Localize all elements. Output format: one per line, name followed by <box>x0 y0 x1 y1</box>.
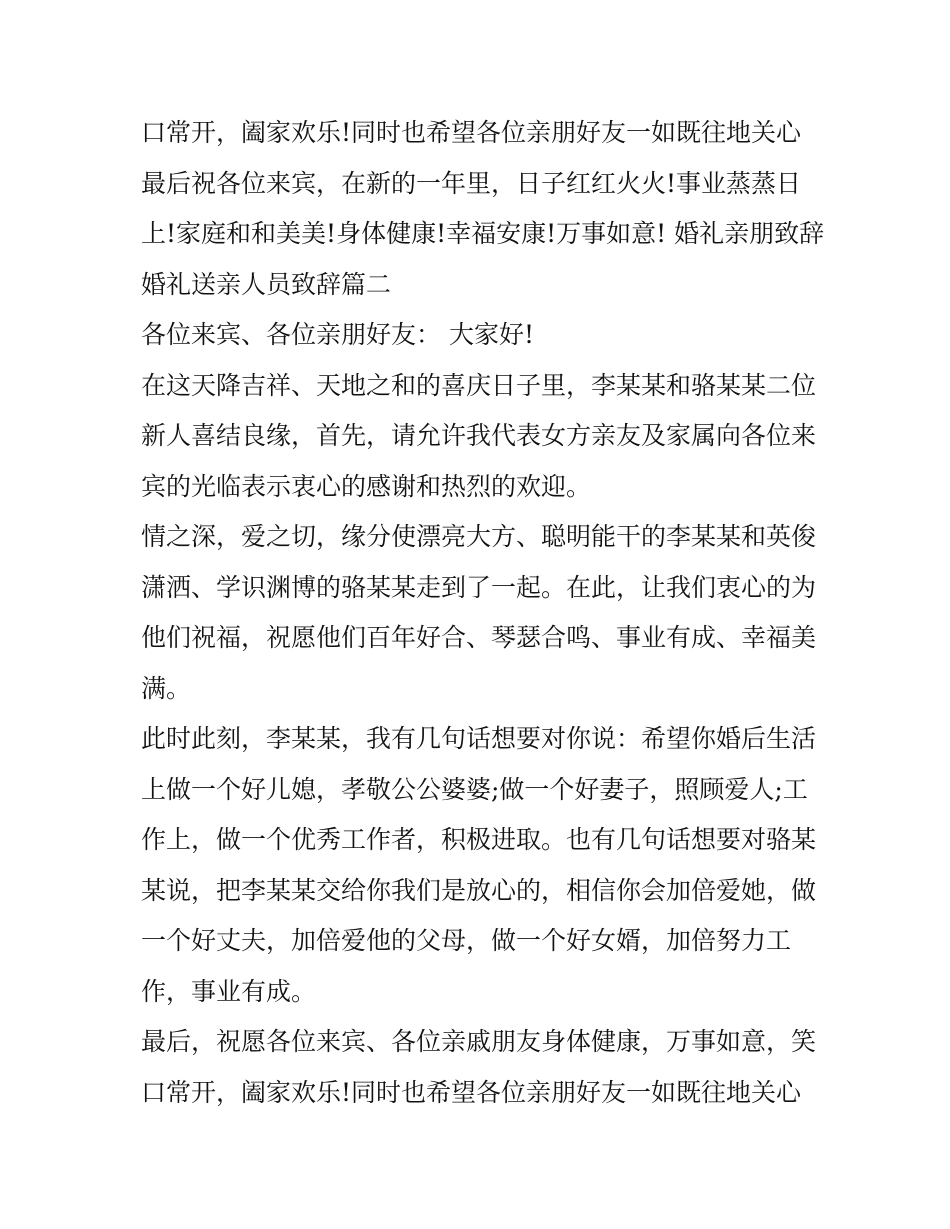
text-line: 宾的光临表示衷心的感谢和热烈的欢迎。 <box>141 471 592 501</box>
text-line: 上做一个好儿媳，孝敬公公婆婆;做一个好妻子，照顾爱人;工 <box>141 774 808 804</box>
section-title: 婚礼送亲人员致辞篇二 <box>141 269 392 299</box>
text-line: 口常开，阖家欢乐!同时也希望各位亲朋好友一如既往地关心 <box>141 1077 802 1107</box>
text-line: 一个好丈夫，加倍爱他的父母，做一个好女婿，加倍努力工 <box>141 926 792 955</box>
text-line: 某说，把李某某交给你我们是放心的，相信你会加倍爱她，做 <box>141 875 817 905</box>
text-line: 最后祝各位来宾，在新的一年里，日子红红火火!事业蒸蒸日 <box>141 168 802 198</box>
text-line: 在这天降吉祥、天地之和的喜庆日子里，李某某和骆某某二位 <box>141 370 817 400</box>
text-line: 口常开，阖家欢乐!同时也希望各位亲朋好友一如既往地关心 <box>141 118 802 147</box>
document-body <box>141 108 825 1118</box>
text-line: 潇洒、学识渊博的骆某某走到了一起。在此，让我们衷心的为 <box>141 572 817 602</box>
text-line: 各位来宾、各位亲朋好友： 大家好! <box>141 320 534 349</box>
text-line: 上!家庭和和美美!身体健康!幸福安康!万事如意! 婚礼亲朋致辞 <box>141 219 825 248</box>
text-line: 作上，做一个优秀工作者，积极进取。也有几句话想要对骆某 <box>141 825 817 854</box>
text-line: 他们祝福，祝愿他们百年好合、琴瑟合鸣、事业有成、幸福美 <box>141 623 817 652</box>
text-line: 情之深，爱之切，缘分使漂亮大方、聪明能干的李某某和英俊 <box>141 522 817 551</box>
text-line: 最后，祝愿各位来宾、各位亲戚朋友身体健康，万事如意，笑 <box>141 1027 817 1056</box>
text-line: 新人喜结良缘，首先，请允许我代表女方亲友及家属向各位来 <box>141 421 817 450</box>
text-line: 此时此刻，李某某，我有几句话想要对你说：希望你婚后生活 <box>141 724 817 753</box>
text-line: 作，事业有成。 <box>141 976 317 1006</box>
text-line: 满。 <box>141 673 192 703</box>
